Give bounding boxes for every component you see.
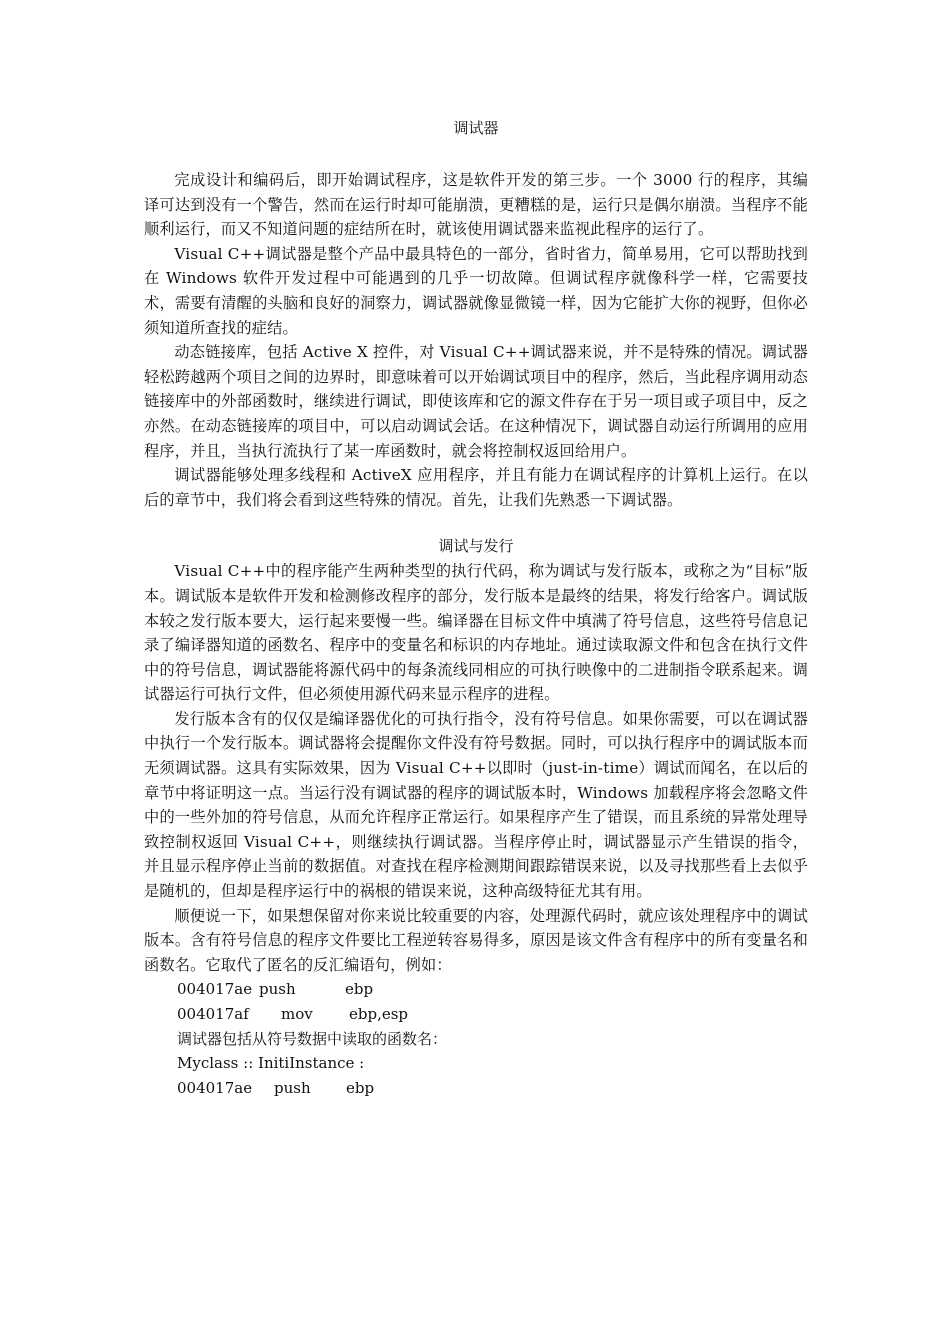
section-paragraph-1: Visual C++中的程序能产生两种类型的执行代码，称为调试与发行版本，或称之为“目标”版本。调试版本是软件开发和检测修改程序的部分，发行版本是最终的结果，将发行给客户。调试版本较之发行版本要大，运行起来要慢一些。编译器在目标文件中填满了符号信息，这些符号信息记录了编译器知道的函数名、程序中的变量名和标识的内存地址。通过读取源文件和包含在执行文件中的符号信息，调试器能将源代码中的每条流线同相应的可执行映像中的二进制指令联系起来。调试器运行可执行文件，但必须使用源代码来显示程序的进程。 xyxy=(144,562,808,704)
code-opcode: push xyxy=(274,1078,311,1097)
section-paragraph-3: 顺便说一下，如果想保留对你来说比较重要的内容，处理源代码时，就应该处理程序中的调试版本。含有符号信息的程序文件要比工程逆转容易得多，原因是该文件含有程序中的所有变量名和函数名。它取代了匿名的反汇编语句，例如： xyxy=(144,906,808,974)
intro-paragraph-3: 动态链接库，包括 Active X 控件，对 Visual C++调试器来说，并不是特殊的情况。调试器轻松跨越两个项目之间的边界时，即意味着可以开始调试项目中的程序，然后，当此程序调用动态链接库中的外部函数时，继续进行调试，即使该库和它的源文件存在于另一项目或子项目中，反之亦然。在动态链接库的项目中，可以启动调试会话。在这种情况下，调试器自动运行所调用的应用程序，并且，当执行流执行了某一库函数时，就会将控制权返回给用户。 xyxy=(144,343,808,460)
intro-paragraph-1: 完成设计和编码后，即开始调试程序，这是软件开发的第三步。一个 3000 行的程序，其编译可达到没有一个警告，然而在运行时却可能崩溃，更糟糕的是，运行只是偶尔崩溃。当程序不能顺利运行，而又不知道问题的症结所在时，就该使用调试器来监视此程序的运行了。 xyxy=(144,171,808,239)
code-address: 004017af xyxy=(177,1005,249,1023)
intro-paragraph-2: Visual C++调试器是整个产品中最具特色的一部分，省时省力，简单易用，它可以帮助找到在 Windows 软件开发过程中可能遇到的几乎一切故障。但调试程序就像科学一样，它需要技术，需要有清醒的头脑和良好的洞察力，调试器就像显微镜一样，因为它能扩大你的视野，但你必须知道所查找的症结。 xyxy=(144,244,808,337)
code-block-1 xyxy=(144,977,808,1100)
document-page xyxy=(144,116,808,1100)
code-line xyxy=(144,977,808,1002)
code-line xyxy=(144,1076,808,1101)
code-opcode: mov xyxy=(281,1005,313,1023)
code-opcode: push xyxy=(259,980,296,999)
code-address: 004017ae xyxy=(177,1078,253,1097)
code-operand: ebp xyxy=(345,980,374,999)
code-address: 004017ae xyxy=(177,980,253,999)
code-caption: 调试器包括从符号数据中读取的函数名： xyxy=(177,1029,448,1048)
document-title: 调试器 xyxy=(453,119,499,137)
function-label: Myclass :: InitiInstance : xyxy=(177,1054,365,1073)
section-paragraph-2: 发行版本含有的仅仅是编译器优化的可执行指令，没有符号信息。如果你需要，可以在调试器中执行一个发行版本。调试器将会提醒你文件没有符号数据。同时，可以执行程序中的调试版本而无须调试器。这具有实际效果，因为 Visual C++以即时（just-in-time）调试而闻名，在以后的章节中将证明这一点。当运行没有调试器的程序的调试版本时，Windows 加载程序将会忽略文件中的一些外加的符号信息，从而允许程序正常运行。如果程序产生了错误，而且系统的异常处理导致控制权返回 Visual C++，则继续执行调试器。当程序停止时，调试器显示产生错误的指令，并且显示程序停止当前的数据值。对查找在程序检测期间跟踪错误来说，以及寻找那些看上去似乎是随机的，但却是程序运行中的祸根的错误来说，这种高级特征尤其有用。 xyxy=(144,709,808,901)
code-operand: ebp,esp xyxy=(349,1005,409,1023)
intro-paragraph-4: 调试器能够处理多线程和 ActiveX 应用程序，并且有能力在调试程序的计算机上运行。在以后的章节中，我们将会看到这些特殊的情况。首先，让我们先熟悉一下调试器。 xyxy=(144,466,808,509)
code-operand: ebp xyxy=(346,1078,375,1097)
section-title: 调试与发行 xyxy=(438,537,514,556)
code-line xyxy=(144,1002,808,1027)
